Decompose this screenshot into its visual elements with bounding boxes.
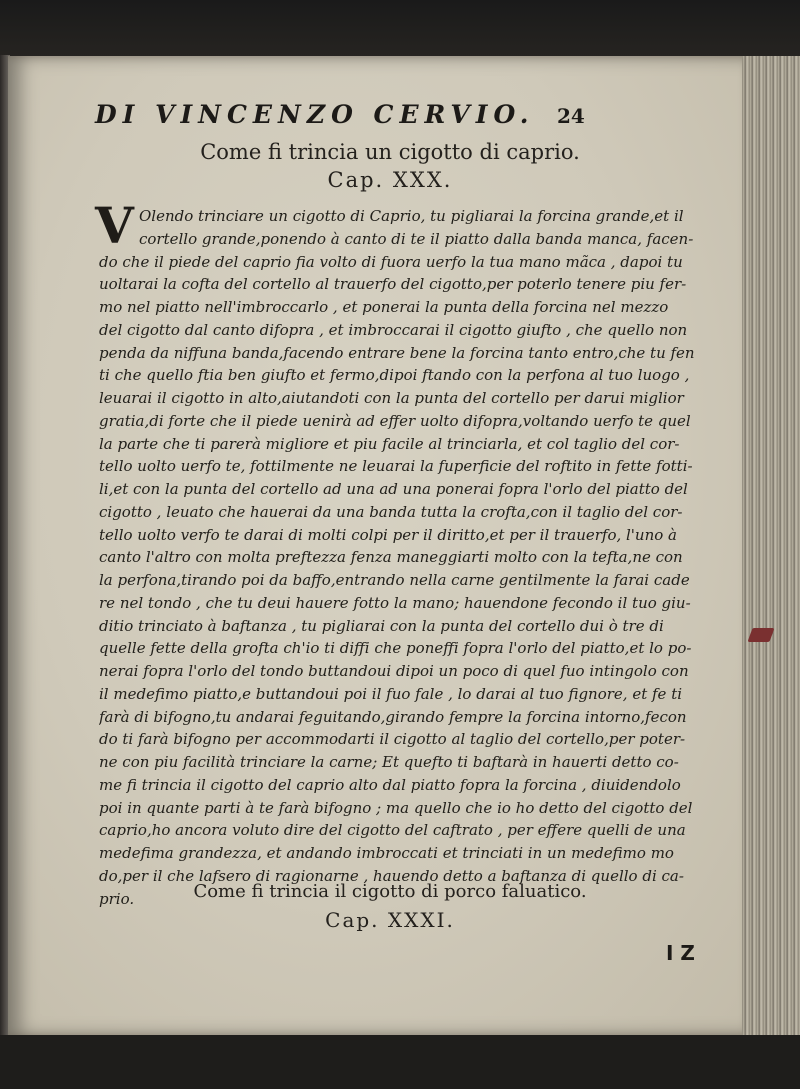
text-line: caprio,ho ancora voluto dire del cigotto del caftrato , per effere quelli de una [99,821,686,840]
text-line: quelle fette della grofta ch'io ti diffi che poneffi fopra l'orlo del piatto,et lo po- [99,639,692,658]
text-line: do che il piede del caprio fia volto di fuora uerfo la tua mano mãca , dapoi tu [99,252,683,271]
text-line: ti che quello ftia ben giufto et fermo,dipoi ftando con la perfona al tuo luogo , [99,366,690,385]
text-line: me fi trincia il cigotto del caprio alto dal piatto fopra la forcina , diuidendolo [99,775,681,794]
text-line: penda da niffuna banda,facendo entrare bene la forcina tanto entro,che tu fen [99,343,695,362]
drop-capital: V [95,196,134,255]
next-chapter-heading [100,881,680,932]
scan-background-top [0,0,800,58]
running-head: DI VINCENZO CERVIO. [95,100,535,129]
text-line: Olendo trinciare un cigotto di Caprio, tu pigliarai la forcina grande,et il [139,207,684,225]
text-line: do ti farà bifogno per accommodarti il cigotto al taglio del cortello,per poter- [99,730,686,749]
text-line: tello uolto uerfo te, fottilmente ne leuarai la fuperficie del roftito in fette fotti- [99,457,693,476]
text-line: uoltarai la cofta del cortello al trauerfo del cigotto,per poterlo tenere piu fer- [99,275,687,294]
text-line: mo nel piatto nell'imbroccarlo , et ponerai la punta della forcina nel mezzo [99,298,669,316]
text-line: la parte che ti parerà migliore et piu facile al trinciarla, et col taglio del cor- [99,434,680,453]
text-line: del cigotto dal canto difopra , et imbroccarai il cigotto giufto , che quello non [99,320,688,339]
text-line: poi in quante parti à te farà bifogno ; ma quello che io ho detto del cigotto del [99,798,693,817]
text-line: ditio trinciato à baftanza , tu pigliarai con la punta del cortello dui ò tre di [99,616,664,635]
text-line: cigotto , leuato che hauerai da una banda tutta la crofta,con il taglio del cor- [99,502,683,521]
text-line: nerai fopra l'orlo del tondo buttandoui dipoi un poco di quel fuo intingolo con [99,662,689,680]
scan-background-bottom [0,1035,800,1089]
text-line: do,per il che lafsero di ragionarne , hauendo detto a baftanza di quello di ca- [99,866,684,885]
chapter-text [95,196,727,910]
text-line: gratia,di forte che il piede uenirà ad effer uolto difopra,voltando uerfo te quel [99,411,691,430]
text-line: cortello grande,ponendo à canto di te il piatto dalla banda manca, facen- [139,229,694,248]
text-line: il medefimo piatto,e buttandoui poi il fuo fale , lo darai al tuo fignore, et fe ti [99,684,683,703]
page-number: 24 [557,104,585,128]
text-line: re nel tondo , che tu deui hauere fotto la mano; hauendone fecondo il tuo giu- [99,593,691,612]
text-line: farà di bifogno,tu andarai feguitando,girando fempre la forcina intorno,fecon [99,707,687,726]
text-line: leuarai il cigotto in alto,aiutandoti con la punta del cortello per darui miglior [99,389,684,407]
text-line: ne con piu facilità trinciare la carne; Et quefto ti baftarà in hauerti detto co- [99,753,679,771]
page-header [95,100,695,134]
text-line: tello uolto verfo te darai di molti colpi per il diritto,et per il trauerfo, l'uno à [99,525,677,544]
text-line: la perfona,tirando poi da baffo,entrando nella carne gentilmente la farai cade [99,571,690,589]
signature-mark: I Z [666,941,695,965]
chapter-number: Cap. XXX. [327,168,453,192]
text-line: canto l'altro con molta preftezza fenza maneggiarti molto con la tefta,ne con [99,548,683,567]
text-line: li,et con la punta del cortello ad una ad una ponerai fopra l'orlo del piatto del [99,480,688,498]
text-line: prio. [99,889,135,908]
page-edges [742,56,800,1036]
chapter-title: Come fi trincia un cigotto di caprio. [200,140,580,164]
chapter-heading [100,140,680,192]
next-chapter-title: Come fi trincia il cigotto di porco faluatico. [193,881,587,902]
next-chapter-number: Cap. XXXI. [325,908,455,932]
text-line: medefima grandezza, et andando imbroccati et trinciati in un medefimo mo [99,844,674,862]
